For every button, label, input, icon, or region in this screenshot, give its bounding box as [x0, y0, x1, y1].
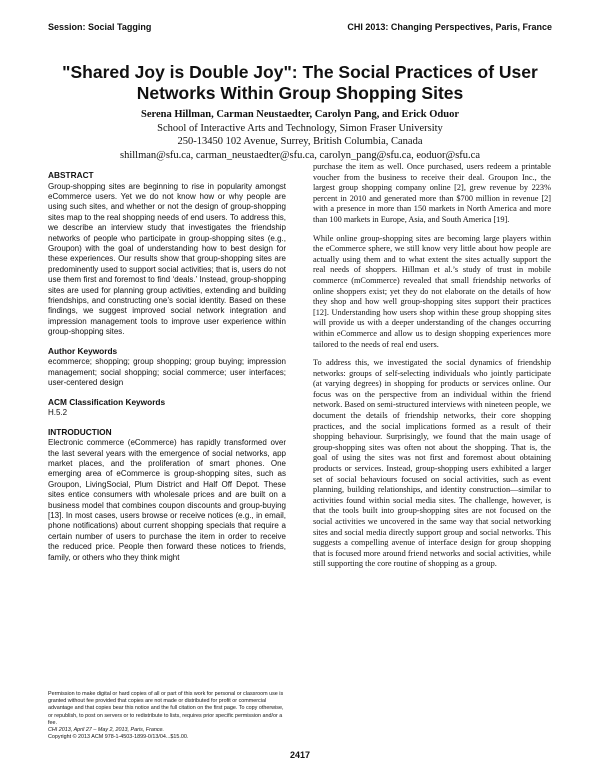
- abstract-heading: ABSTRACT: [48, 170, 94, 180]
- keywords-heading: Author Keywords: [48, 345, 118, 356]
- author-address: 250-13450 102 Avenue, Surrey, British Columbia, Canada: [177, 136, 423, 147]
- author-block: [40, 108, 560, 162]
- permission-text: Permission to make digital or hard copies of all or part of this work for personal or classroom use is granted without fee provided that copies are not made or distributed for profit or commercial advantage and that copies bear this notice and the full citation on the first page. To copy otherwise, or republish, to post on servers or to redistribute to lists, requires prior specific permission and/or a fee.: [48, 691, 284, 726]
- author-emails: shillman@sfu.ca, carman_neustaedter@sfu.ca, carolyn_pang@sfu.ca, eoduor@sfu.ca: [120, 149, 480, 161]
- running-header: [48, 22, 552, 36]
- author-names: Serena Hillman, Carman Neustaedter, Carolyn Pang, and Erick Oduor: [140, 109, 460, 120]
- right-column: [313, 162, 551, 578]
- introduction-heading: INTRODUCTION: [48, 426, 112, 437]
- conference-citation: CHI 2013, April 27 – May 2, 2013, Paris, France.: [48, 727, 165, 734]
- right-paragraph-2: While online group-shopping sites are becoming large players within the eCommerce sphere, we still know very little about how people are actually using them and to what extent the sites actually support the real needs of shoppers. Hillman et al.’s study of trust in mobile commerce (mCommerce) revealed that small friendship networks of online shoppers exist; yet they do not elaborate on the details of how they shop and how well group-shopping sites support their practices [12]. Understanding how users shop within these group shopping sites will provide us with a deeper understanding of the changes occurring within eCommerce and allow us to design shopping experiences more tailored to the needs of real end users.: [313, 233, 551, 349]
- right-paragraph-1: purchase the item as well. Once purchased, users redeem a printable voucher from the business to receive their deal. Groupon Inc., the largest group shopping company online [2], grew revenue by 223% percent in 2010 and generated more than $700 million in revenue [2] with a presence in more than 150 markets in North America and more than 100 markets in Europe, Asia, and South America [19].: [313, 162, 551, 224]
- acm-heading: ACM Classification Keywords: [48, 396, 166, 407]
- abstract-text: Group-shopping sites are beginning to rise in popularity amongst eCommerce users. Yet we do not know how or why people are using such sites, and whether or not the design of group-shopping sites map to the real shopping needs of end users. To address this, we describe an interview study that investigates the friendship networks of people who participate in group-shopping sites (e.g., Groupon) with the goal of understanding how to best design for these experiences. Our results show that group-shopping sites are predominently used to support social activities; that is, users do not use them first and foremost to find ‘deals.’ Instead, group-shopping sites are used for planning group activities, extending and building friendships, and constructing one’s social identity. Based on these findings, we suggest improved social network integration and impression management tools to improve user experience within group-shopping sites.: [48, 181, 286, 337]
- paper-title: "Shared Joy is Double Joy": The Social Practices of User Networks Within Group Shopping Sites: [62, 62, 538, 103]
- left-column: [48, 170, 286, 571]
- conference-label: CHI 2013: Changing Perspectives, Paris, France: [347, 22, 552, 32]
- author-affiliation: School of Interactive Arts and Technology, Simon Fraser University: [157, 122, 443, 134]
- keywords-text: ecommerce; shopping; group shopping; group buying; impression management; social shopping; social commerce; user interfaces; user-centered design: [48, 357, 286, 388]
- permission-notice: [48, 691, 286, 741]
- page-number: 2417: [289, 750, 311, 760]
- session-label: Session: Social Tagging: [48, 22, 152, 32]
- acm-text: H.5.2: [48, 408, 68, 418]
- right-paragraph-3: To address this, we investigated the social dynamics of friendship networks: groups of self-selecting individuals who jointly participate (at varying degrees) in shopping for products or services online. Our focus was on the perspective from an individual within the friend network. Based on semi-structured interviews with nineteen people, we document the details of friendship networks, their core shopping practices, and the social implications formed as a result of their shopping behaviour. Surprisingly, we found that the main usage of group-shopping sites was often not about the shopping. That is, the goal of using the sites was not first and foremost about obtaining products or services. Instead, group-shopping users exhibited a larger set of social behaviours focused on social activities, such as event planning, building relationships, and identity construction—similar to activities found within social media sites. The challenge, however, is that the tools built into group-shopping sites are not focused on the social activities we uncovered in the same way that social networking sites and social media directly support group and social networks. This suggests a compelling avenue of interface design for group shopping that is focused more around friend networks and social activities, while still supporting the core routine of shopping as a group.: [313, 358, 551, 569]
- introduction-text: Electronic commerce (eCommerce) has rapidly transformed over the last several years with the emergence of social networks, app market places, and the proliferation of smart phones. One emerging area of eCommerce is group-shopping sites, such as Groupon, LivingSocial, Plum District and Half Off Depot. These sites entice consumers with wholesale prices and are built on a business model that combines coupon discounts and group-buying [13]. In most cases, users browse or receive notices (e.g., in email, phone notifications) about current shopping specials that require a certain number of users to purchase the item in order to receive the reduced price. People then forward these notices to friends, family, or others who they think might: [48, 438, 286, 562]
- copyright-line: Copyright © 2013 ACM 978-1-4503-1899-0/13/04...$15.00.: [48, 734, 189, 741]
